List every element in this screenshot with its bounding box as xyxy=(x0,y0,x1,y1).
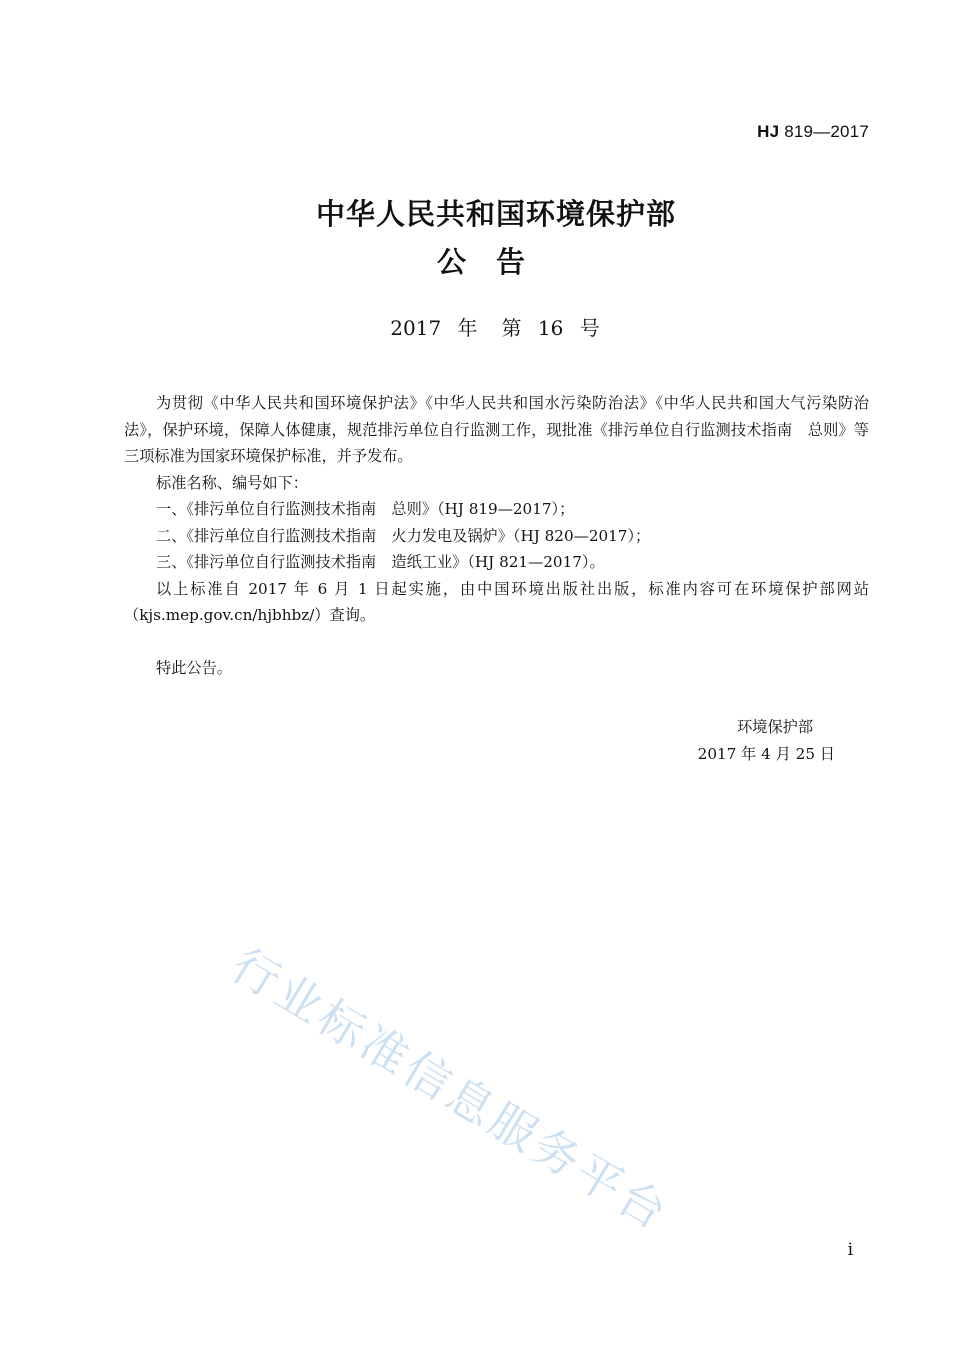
document-title: 中华人民共和国环境保护部 xyxy=(315,197,676,231)
list-intro: 标准名称、编号如下： xyxy=(156,473,308,492)
issue-year: 2017 年 xyxy=(390,316,478,340)
signature-org: 环境保护部 xyxy=(737,718,813,736)
page-number: i xyxy=(847,1240,853,1260)
document-subtitle: 公告 xyxy=(436,245,555,279)
signature-block xyxy=(635,714,835,767)
body-paragraph: 为贯彻《中华人民共和国环境保护法》《中华人民共和国水污染防治法》《中华人民共和国大气污染防治法》，保护环境，保障人体健康，规范排污单位自行监测工作，现批准《排污单位自行监测技术指南 总则》等三项标准为国家环境保护标准，并予发布。 xyxy=(124,394,869,465)
issue-number: 第 16 号 xyxy=(501,316,600,340)
standard-code xyxy=(757,122,869,142)
signature-date: 2017 年 4 月 25 日 xyxy=(697,744,835,763)
issue-line xyxy=(0,312,965,341)
implementation-paragraph: 以上标准自 2017 年 6 月 1 日起实施，由中国环境出版社出版，标准内容可在环境保护部网站（kjs.mep.gov.cn/hjbhbz/）查询。 xyxy=(124,579,869,624)
announcement-body xyxy=(124,390,869,682)
closing-statement: 特此公告。 xyxy=(156,659,232,677)
list-item: 二、《排污单位自行监测技术指南 火力发电及锅炉》（HJ 820—2017）； xyxy=(156,526,651,545)
watermark: 行业标准信息服务平台 xyxy=(222,937,679,1242)
standard-code-prefix: HJ xyxy=(757,122,780,141)
list-item: 三、《排污单位自行监测技术指南 造纸工业》（HJ 821—2017）。 xyxy=(156,553,605,571)
standard-code-number: 819—2017 xyxy=(784,122,869,141)
list-item: 一、《排污单位自行监测技术指南 总则》（HJ 819—2017）； xyxy=(156,500,575,518)
